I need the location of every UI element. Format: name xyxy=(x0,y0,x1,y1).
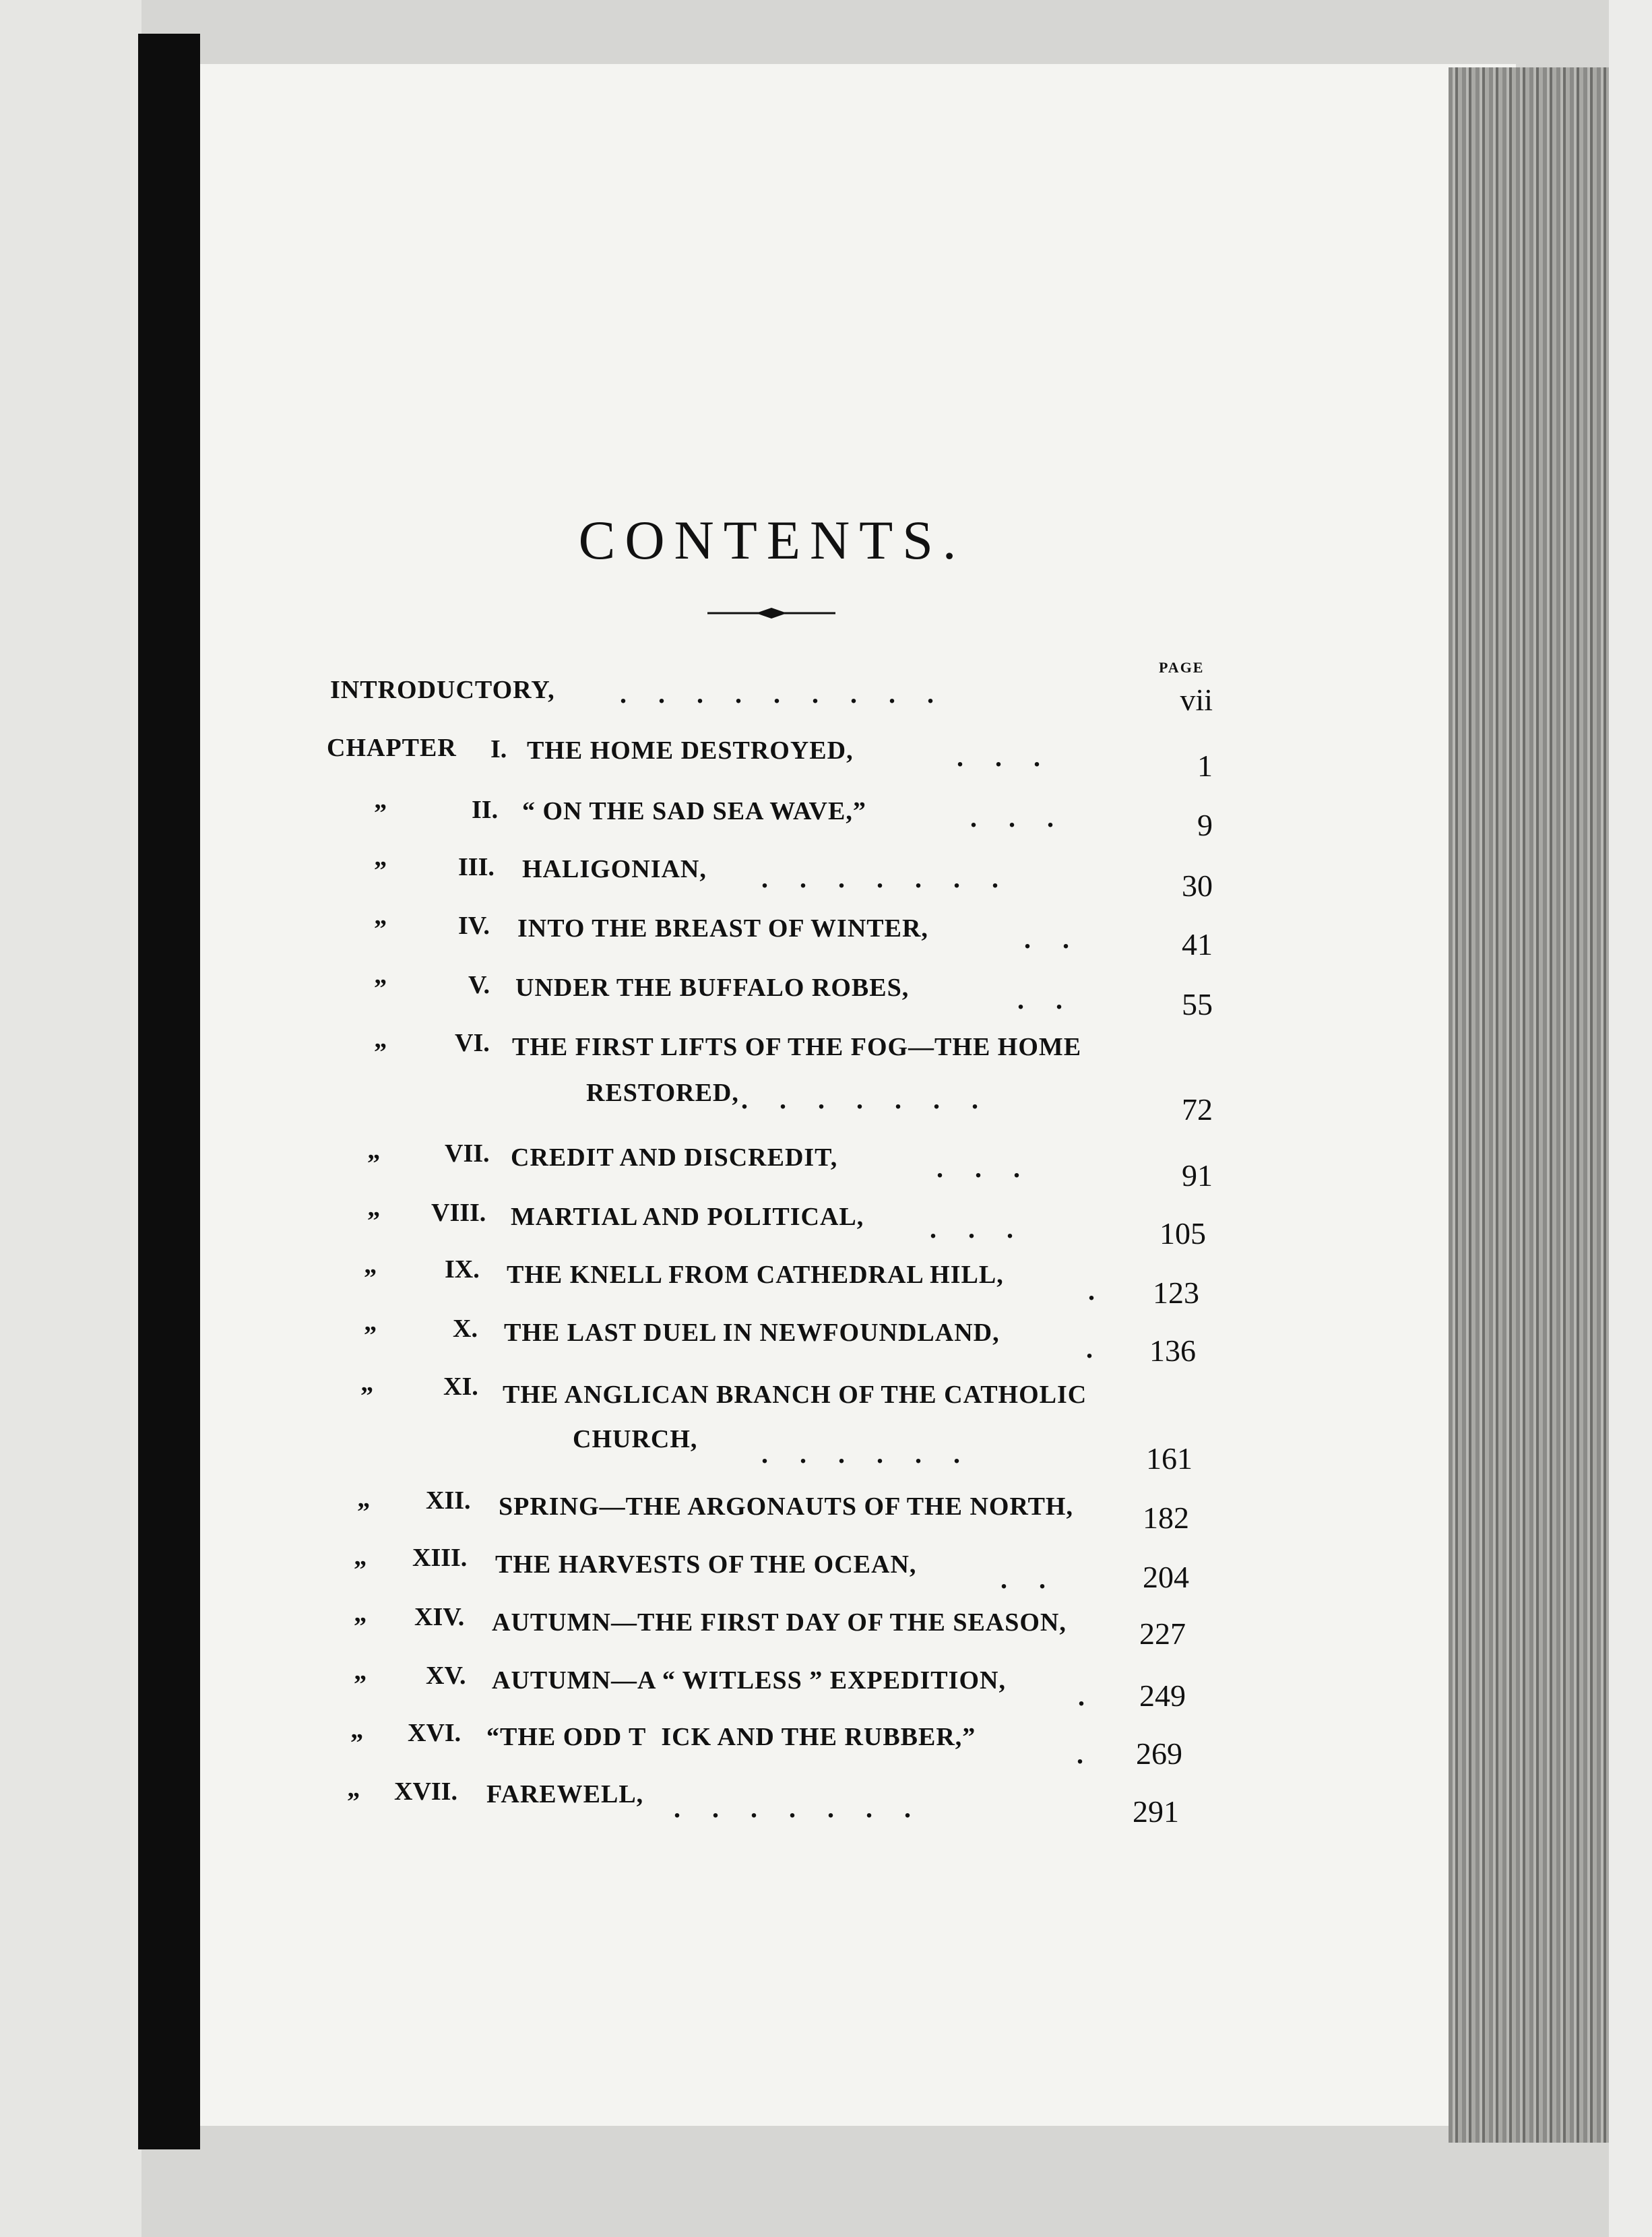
leader-dots: . xyxy=(1078,1681,1116,1711)
chapter-title: CREDIT AND DISCREDIT, xyxy=(511,1143,838,1172)
chapter-number: XIII. xyxy=(412,1544,468,1572)
leader-dots: . xyxy=(1088,1275,1126,1306)
chapter-title: UNDER THE BUFFALO ROBES, xyxy=(515,974,910,1002)
chapter-title: AUTUMN—A “ WITLESS ” EXPEDITION, xyxy=(492,1666,1006,1695)
chapter-number: X. xyxy=(453,1315,478,1343)
chapter-number: IX. xyxy=(445,1255,480,1284)
leader-dots: ...... xyxy=(761,1439,992,1469)
chapter-title: FAREWELL, xyxy=(486,1780,644,1808)
ditto-mark: ” xyxy=(374,974,387,1003)
chapter-title: THE HOME DESTROYED, xyxy=(527,736,854,765)
chapter-label: CHAPTER xyxy=(327,734,457,762)
ditto-mark: ” xyxy=(374,856,387,885)
chapter-number: XVII. xyxy=(394,1777,457,1806)
toc-page-number: vii xyxy=(1180,683,1213,717)
chapter-number: VIII. xyxy=(431,1199,486,1227)
chapter-title: “ ON THE SAD SEA WAVE,” xyxy=(522,797,866,825)
chapter-title: HALIGONIAN, xyxy=(522,855,707,883)
chapter-title-continued: RESTORED, xyxy=(586,1079,739,1107)
toc-page-number: 204 xyxy=(1143,1560,1189,1594)
chapter-number: IV. xyxy=(458,912,490,940)
page-column-heading: PAGE xyxy=(1159,659,1205,676)
toc-page-number: 161 xyxy=(1146,1441,1193,1476)
chapter-number: XV. xyxy=(426,1662,466,1690)
leader-dots: .. xyxy=(1017,984,1094,1015)
chapter-title-continued: CHURCH, xyxy=(573,1425,698,1453)
ditto-mark: ” xyxy=(364,1321,377,1350)
chapter-title: AUTUMN—THE FIRST DAY OF THE SEASON, xyxy=(492,1608,1067,1637)
chapter-title: THE FIRST LIFTS OF THE FOG—THE HOME xyxy=(512,1033,1082,1061)
chapter-title: THE HARVESTS OF THE OCEAN, xyxy=(495,1550,917,1579)
toc-page-number: 1 xyxy=(1197,749,1213,783)
chapter-number: II. xyxy=(472,796,499,824)
leader-dots: ... xyxy=(970,802,1085,833)
chapter-number: XI. xyxy=(443,1373,478,1401)
ditto-mark: ” xyxy=(347,1788,360,1816)
chapter-title: INTO THE BREAST OF WINTER, xyxy=(517,914,928,943)
toc-page-number: 291 xyxy=(1133,1794,1179,1829)
leader-dots: .. xyxy=(1000,1564,1077,1594)
ditto-mark: ” xyxy=(364,1264,377,1292)
toc-page-number: 30 xyxy=(1182,869,1213,903)
leader-dots: . xyxy=(1086,1333,1124,1364)
toc-page-number: 41 xyxy=(1182,927,1213,962)
chapter-title-start: “THE ODD T xyxy=(486,1723,647,1751)
toc-page-number: 91 xyxy=(1182,1158,1213,1193)
leader-dots: ... xyxy=(936,1153,1052,1183)
ditto-mark: ” xyxy=(354,1612,367,1641)
toc-page-number: 123 xyxy=(1153,1275,1199,1310)
chapter-title: MARTIAL AND POLITICAL, xyxy=(511,1203,864,1231)
toc-page-number: 249 xyxy=(1139,1678,1186,1713)
toc-page-number: 105 xyxy=(1159,1216,1206,1251)
leader-dots: .. xyxy=(1024,924,1101,954)
chapter-title: THE ANGLICAN BRANCH OF THE CATHOLIC xyxy=(503,1381,1087,1409)
toc-page-number: 227 xyxy=(1139,1616,1186,1651)
leader-dots: ....... xyxy=(761,863,1030,893)
toc-page-number: 269 xyxy=(1136,1736,1182,1771)
chapter-title-end: ICK AND THE RUBBER,” xyxy=(661,1723,976,1751)
chapter-number: VI. xyxy=(455,1029,490,1057)
ditto-mark: ” xyxy=(350,1729,363,1757)
toc-page-number: 72 xyxy=(1182,1092,1213,1127)
ditto-mark: ” xyxy=(374,915,387,943)
ditto-mark: ” xyxy=(374,1038,387,1067)
chapter-number: V. xyxy=(468,971,490,999)
leader-dots: . xyxy=(1077,1739,1115,1769)
ditto-mark: ” xyxy=(374,799,387,827)
toc-page-number: 182 xyxy=(1143,1501,1189,1535)
chapter-title: SPRING—THE ARGONAUTS OF THE NORTH, xyxy=(499,1492,1073,1521)
chapter-number: I. xyxy=(490,735,507,763)
chapter-title: THE LAST DUEL IN NEWFOUNDLAND, xyxy=(504,1319,1000,1347)
ditto-mark: ” xyxy=(354,1556,367,1584)
toc-introductory-title: INTRODUCTORY, xyxy=(330,676,555,704)
leader-dots: ......... xyxy=(620,679,965,709)
chapter-number: III. xyxy=(458,853,495,881)
leader-dots: ....... xyxy=(741,1084,1010,1114)
ditto-mark: ” xyxy=(367,1149,380,1178)
toc-page-number: 55 xyxy=(1182,987,1213,1021)
leader-dots: ... xyxy=(930,1214,1045,1244)
toc-page-number: 9 xyxy=(1197,808,1213,842)
ditto-mark: ” xyxy=(367,1207,380,1235)
ditto-mark: ” xyxy=(354,1670,367,1699)
page-title: CONTENTS. xyxy=(578,509,966,571)
chapter-number: XVI. xyxy=(408,1719,462,1747)
chapter-number: VII. xyxy=(445,1139,490,1168)
chapter-number: XIV. xyxy=(414,1603,465,1631)
leader-dots: ... xyxy=(957,742,1072,772)
ditto-mark: ” xyxy=(357,1498,370,1526)
ditto-mark: ” xyxy=(360,1382,373,1410)
leader-dots: ....... xyxy=(674,1793,943,1823)
chapter-title: THE KNELL FROM CATHEDRAL HILL, xyxy=(507,1261,1004,1289)
toc-page-number: 136 xyxy=(1149,1333,1196,1368)
chapter-number: XII. xyxy=(426,1486,471,1515)
chapter-title xyxy=(486,1722,976,1752)
